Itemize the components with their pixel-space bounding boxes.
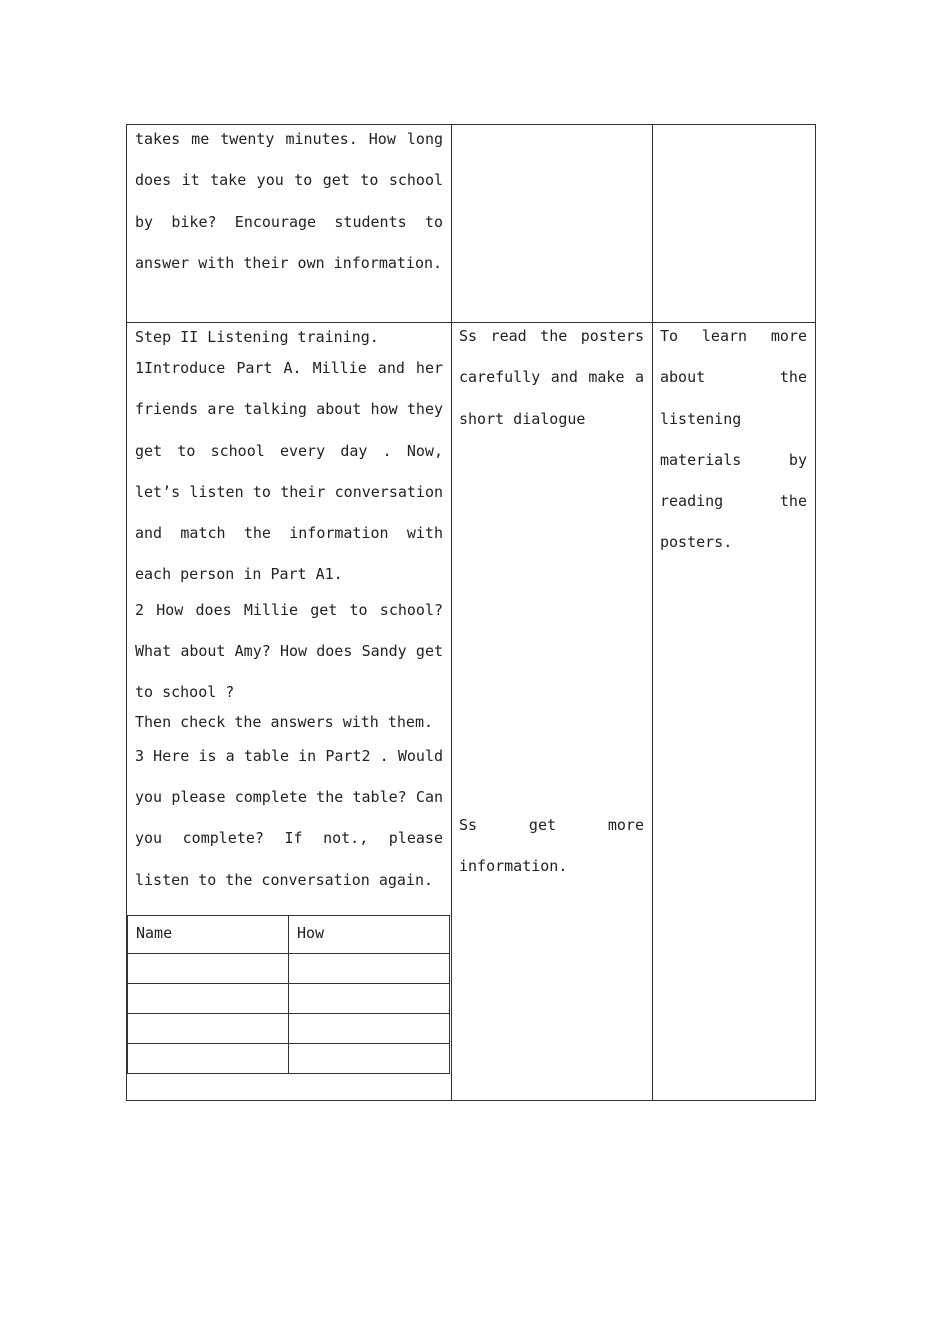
- purpose-text: To learn more about the listening materials by reading the posters.: [660, 327, 807, 552]
- table-row: [128, 1014, 450, 1044]
- header-name: Name: [128, 916, 289, 954]
- header-how: How: [289, 916, 450, 954]
- row1-teacher-text: takes me twenty minutes. How long does it take you to get to school by bike? Encourage students to answer with their own information.: [135, 130, 443, 272]
- teacher-para-4: 3 Here is a table in Part2 . Would you please complete the table? Can you complete? If not., please listen to the conversation again.: [135, 746, 443, 889]
- table-row: [128, 1044, 450, 1074]
- teacher-para-3: Then check the answers with them.: [135, 712, 434, 731]
- table-header-row: [128, 916, 450, 954]
- row2-student-cell: [451, 322, 652, 887]
- row2-teacher-cell: [127, 322, 451, 901]
- student-para-1: Ss read the posters carefully and make a short dialogue: [459, 327, 644, 428]
- table-row: [128, 954, 450, 984]
- teacher-para-2: 2 How does Millie get to school? What about Amy? How does Sandy get to school ?: [135, 600, 443, 702]
- name-how-table: [127, 915, 450, 1074]
- table-cell[interactable]: [289, 1044, 450, 1074]
- table-row: [128, 984, 450, 1014]
- student-para-2: Ss get more information.: [459, 815, 644, 876]
- column-divider-2: [652, 125, 653, 1100]
- teacher-para-1: 1Introduce Part A. Millie and her friends are talking about how they get to school every day . Now, let’s listen to their conversation and match the information with each person in Part A1.: [135, 359, 443, 584]
- table-cell[interactable]: [128, 1014, 289, 1044]
- row2-purpose-cell: [652, 322, 815, 564]
- table-cell[interactable]: [128, 954, 289, 984]
- table-cell[interactable]: [289, 984, 450, 1014]
- lesson-plan-table: [126, 124, 816, 1101]
- table-cell[interactable]: [289, 954, 450, 984]
- step-heading: Step II Listening training.: [135, 328, 379, 346]
- table-cell[interactable]: [128, 984, 289, 1014]
- row1-teacher-cell: [127, 119, 451, 284]
- table-cell[interactable]: [289, 1014, 450, 1044]
- table-cell[interactable]: [128, 1044, 289, 1074]
